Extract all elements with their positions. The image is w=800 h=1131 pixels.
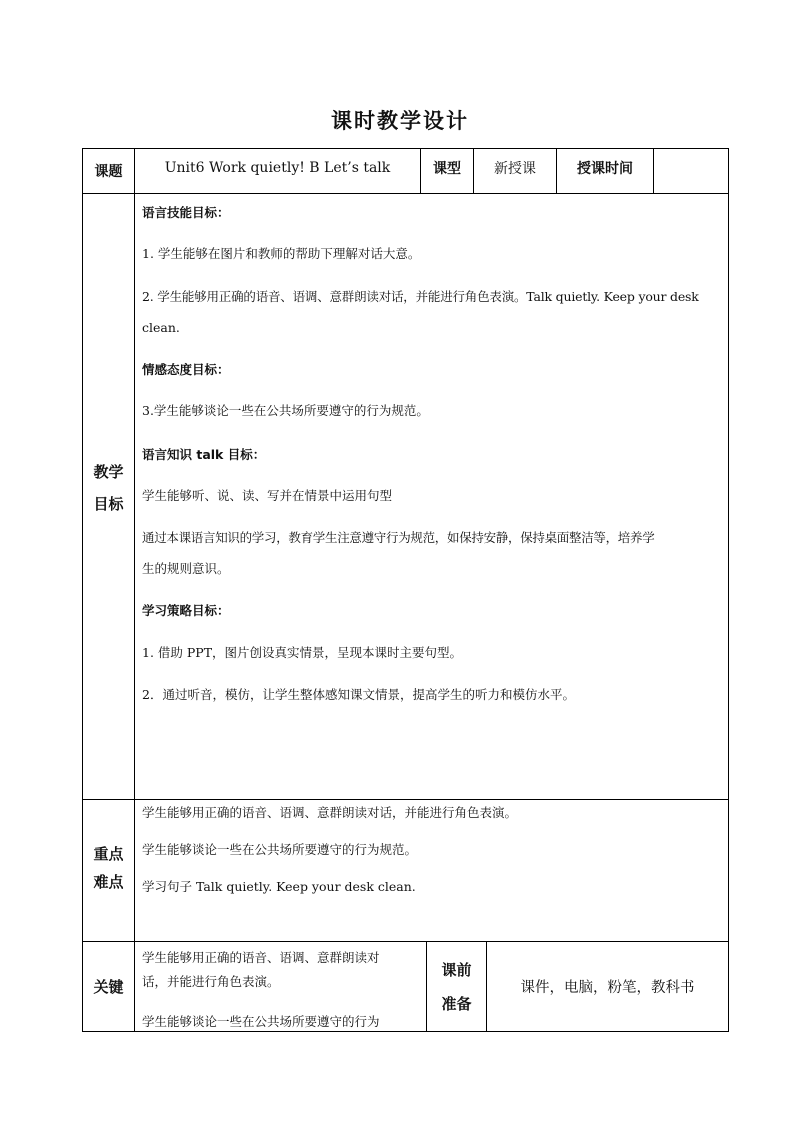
key-line-1: 学生能够用正确的语音、语调、意群朗读对 [142, 950, 380, 965]
key-point-1: 学生能够用正确的语音、语调、意群朗读对话，并能进行角色表演。 [142, 805, 518, 820]
key-line-2: 话，并能进行角色表演。 [142, 974, 280, 989]
strategy-item-2: 2．通过听音，模仿，让学生整体感知课文情景，提高学生的听力和模仿水平。 [142, 687, 575, 702]
key-point-2: 学生能够谈论一些在公共场所要遵守的行为规范。 [142, 842, 418, 857]
row-divider-2 [82, 799, 729, 800]
prep-value: 课件，电脑，粉笔，教科书 [520, 979, 695, 996]
key-label: 关键 [93, 977, 124, 996]
topic-label: 课题 [94, 164, 123, 180]
objectives-label-line-1: 教学 [93, 463, 124, 481]
key-points-label [83, 838, 134, 898]
objectives-label-line-2: 目标 [93, 495, 124, 513]
prep-label-line-2: 准备 [441, 995, 472, 1013]
label-column-divider [134, 148, 135, 1032]
attitude-heading: 情感态度目标： [142, 362, 230, 377]
prep-label-line-1: 课前 [441, 961, 472, 979]
knowledge-heading: 语言知识 talk 目标： [142, 447, 266, 462]
knowledge-item-2: 通过本课语言知识的学习，教育学生注意遵守行为规范，如保持安静，保持桌面整洁等，培养学 [142, 530, 655, 545]
topic-value: Unit6 Work quietly! B Let’s talk [164, 160, 391, 176]
lesson-plan-table [82, 148, 729, 1032]
strategy-heading: 学习策略目标： [142, 603, 230, 618]
type-label: 课型 [433, 161, 461, 177]
prep-label [427, 948, 486, 1026]
key-points-label-line-1: 重点 [93, 845, 124, 863]
key-line-3: 学生能够谈论一些在公共场所要遵守的行为 [142, 1014, 380, 1029]
skills-heading: 语言技能目标： [142, 205, 230, 220]
objectives-label [83, 453, 134, 523]
type-value: 新授课 [494, 161, 536, 177]
skills-item-1: 1. 学生能够在图片和教师的帮助下理解对话大意。 [142, 246, 421, 261]
attitude-item-1: 3.学生能够谈论一些在公共场所要遵守的行为规范。 [142, 403, 429, 418]
table-border-right [728, 148, 729, 1032]
skills-item-2-cont: clean. [142, 320, 180, 335]
key-points-label-line-2: 难点 [93, 873, 124, 891]
knowledge-item-2-cont: 生的规则意识。 [142, 561, 230, 576]
time-label: 授课时间 [577, 161, 633, 177]
strategy-item-1: 1. 借助 PPT，图片创设真实情景，呈现本课时主要句型。 [142, 645, 463, 660]
row-divider-1 [82, 193, 729, 194]
table-border-left [82, 148, 83, 1032]
time-value [654, 149, 728, 187]
page-title: 课时教学设计 [331, 108, 469, 133]
knowledge-item-1: 学生能够听、说、读、写并在情景中运用句型 [142, 488, 393, 503]
key-point-3: 学习句子 Talk quietly. Keep your desk clean. [142, 879, 416, 894]
skills-item-2: 2. 学生能够用正确的语音、语调、意群朗读对话，并能进行角色表演。Talk quietly. Keep your desk [142, 289, 699, 304]
